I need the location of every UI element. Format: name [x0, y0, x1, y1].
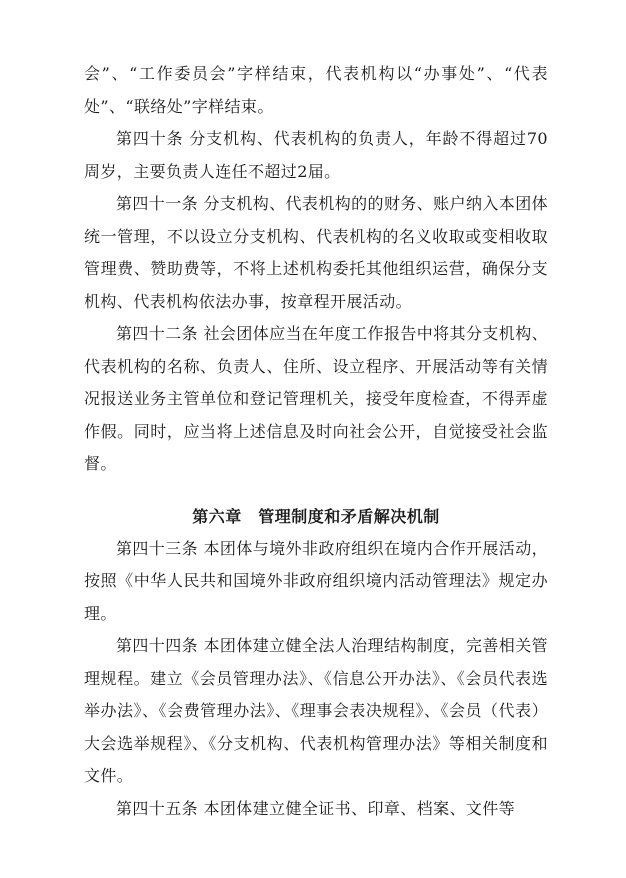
- article-42: 第四十二条 社会团体应当在年度工作报告中将其分支机构、代表机构的名称、负责人、住所、设立程序、开展活动等有关情况报送业务主管单位和登记管理机关，接受年度检查，不得弄虚作假。同时，应当将上述信息及时向社会公开，自觉接受社会监督。: [84, 324, 548, 473]
- article-45: 第四十五条 本团体建立健全证书、印章、档案、文件等: [116, 798, 516, 818]
- article-43: 第四十三条 本团体与境外非政府组织在境内合作开展活动，按照《中华人民共和国境外非政府组织境内活动管理法》规定办理。: [84, 538, 548, 623]
- paragraph-continuation: 会”、“工作委员会”字样结束，代表机构以“办事处”、“代表处”、“联络处”字样结束。: [84, 64, 548, 116]
- article-41: 第四十一条 分支机构、代表机构的的财务、账户纳入本团体统一管理，不以设立分支机构、代表机构的名义收取或变相收取管理费、赞助费等，不将上述机构委托其他组织运营，确保分支机构、代表机构依法办事，按章程开展活动。: [84, 194, 548, 311]
- article-40: 第四十条 分支机构、代表机构的负责人，年龄不得超过70周岁，主要负责人连任不超过2届。: [84, 129, 548, 181]
- article-44: 第四十四条 本团体建立健全法人治理结构制度，完善相关管理规程。建立《会员管理办法》、《信息公开办法》、《会员代表选举办法》、《会费管理办法》、《理事会表决规程》、《会员（代表）大会选举规程》、《分支机构、代表机构管理办法》等相关制度和文件。: [84, 636, 548, 785]
- chapter-title: 第六章 管理制度和矛盾解决机制: [192, 506, 440, 526]
